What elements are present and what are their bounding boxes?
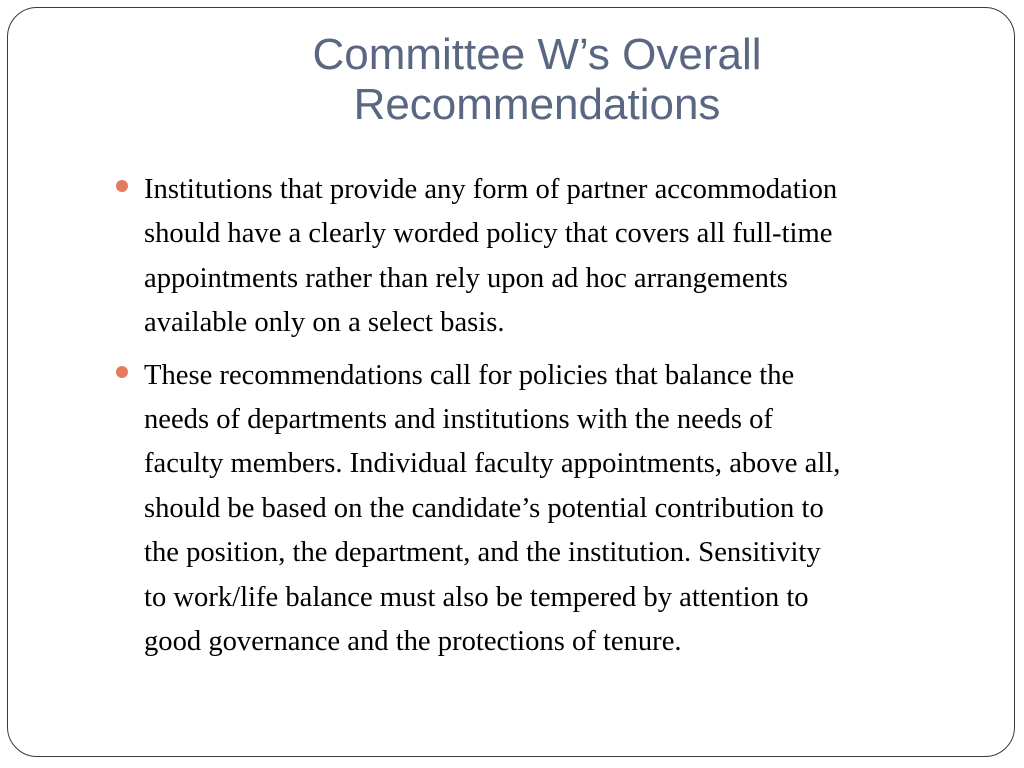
bullet-text-line: These recommendations call for policies that balance the [144, 359, 795, 391]
bullet-text-line: to work/life balance must also be tempered by attention to [144, 581, 809, 613]
slide-title-line: Recommendations [353, 80, 721, 129]
bullet-text-line: available only on a select basis. [144, 307, 505, 339]
bullet-text-line: Institutions that provide any form of partner accommodation [144, 174, 838, 205]
bullet-text [144, 168, 973, 346]
bullet-item [113, 168, 973, 346]
bullet-text-line: good governance and the protections of tenure. [144, 626, 682, 658]
bullet-dot-icon [116, 366, 128, 378]
bullet-text-line: faculty members. Individual faculty appointments, above all, [144, 448, 841, 480]
bullet-text-line: appointments rather than rely upon ad hoc arrangements [144, 262, 788, 294]
bullet-text-line: should be based on the candidate’s potential contribution to [144, 492, 824, 524]
slide-title [150, 30, 924, 130]
slide-title-line: Committee W’s Overall [312, 30, 762, 79]
bullet-text-line: the position, the department, and the institution. Sensitivity [144, 537, 821, 569]
bullet-text-line: should have a clearly worded policy that covers all full-time [144, 218, 833, 250]
bullet-item [113, 354, 973, 665]
bullet-text-line: needs of departments and institutions with the needs of [144, 404, 773, 436]
bullet-list [113, 168, 973, 672]
bullet-text [144, 354, 973, 665]
bullet-dot-icon [116, 180, 128, 192]
